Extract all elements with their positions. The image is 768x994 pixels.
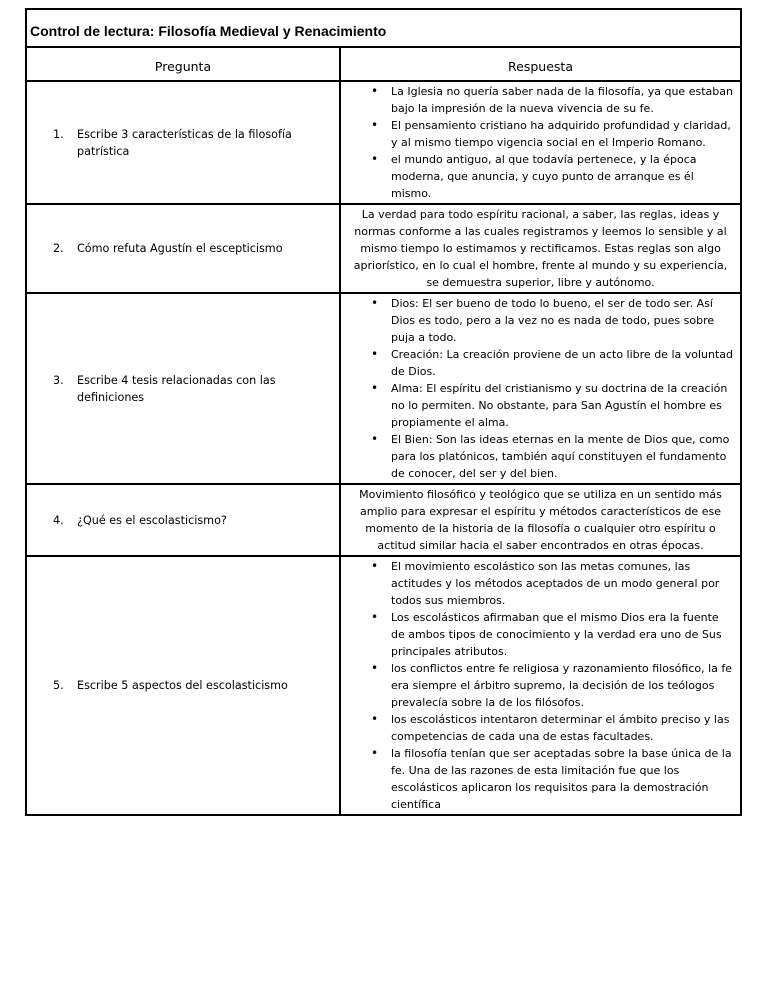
answer-bullet: • la filosofía tenían que ser aceptadas sobre la base única de la fe. Una de las razones de esta limitación fue que los escolásticos aplicaron los requisitos para la demostración científica <box>367 745 734 813</box>
answer-bullet-list <box>343 558 738 813</box>
question-number: 5. <box>53 679 64 692</box>
table-row <box>26 293 741 484</box>
table-row <box>26 204 741 293</box>
document-title: Control de lectura: Filosofía Medieval y Renacimiento <box>26 9 741 47</box>
answer-bullet: • La Iglesia no quería saber nada de la filosofía, ya que estaban bajo la impresión de la nueva vivencia de su fe. <box>367 83 734 117</box>
question-number: 3. <box>53 373 64 387</box>
question-text: Escribe 3 características de la filosofía patrística <box>77 127 292 158</box>
question-text: Escribe 4 tesis relacionadas con las definiciones <box>77 373 276 404</box>
header-row <box>26 47 741 81</box>
answer-cell: La verdad para todo espíritu racional, a saber, las reglas, ideas y normas conforme a las cuales registramos y leemos lo sensible y al mismo tiempo lo estimamos y rectificamos. Estas reglas son algo apriorístico, en lo cual el hombre, frente al mundo y su experiencia, se demuestra superior, libre y autónomo. <box>340 204 741 293</box>
answer-cell <box>340 293 741 484</box>
answer-bullet-list <box>343 83 738 202</box>
answer-bullet: • Los escolásticos afirmaban que el mismo Dios era la fuente de ambos tipos de conocimiento y la verdad era uno de Sus principales atributos. <box>367 609 734 660</box>
reading-control-table <box>25 8 742 816</box>
question-cell <box>26 484 340 556</box>
title-row <box>26 9 741 47</box>
table-row <box>26 81 741 204</box>
column-header-answer: Respuesta <box>340 47 741 81</box>
question-number: 1. <box>53 127 64 141</box>
column-header-question: Pregunta <box>26 47 340 81</box>
answer-bullet-list <box>343 295 738 482</box>
question-cell <box>26 204 340 293</box>
table-row <box>26 484 741 556</box>
answer-bullet: • los conflictos entre fe religiosa y razonamiento filosófico, la fe era siempre el árbitro supremo, la decisión de los teólogos prevalecía sobre la de los filósofos. <box>367 660 734 711</box>
question-text: ¿Qué es el escolasticismo? <box>77 513 227 527</box>
question-text: Escribe 5 aspectos del escolasticismo <box>77 679 288 692</box>
answer-bullet: • Alma: El espíritu del cristianismo y su doctrina de la creación no lo permiten. No obstante, para San Agustín el hombre es propiamente el alma. <box>367 380 734 431</box>
question-text: Cómo refuta Agustín el escepticismo <box>77 242 283 255</box>
question-cell <box>26 81 340 204</box>
question-cell <box>26 293 340 484</box>
answer-bullet: • Dios: El ser bueno de todo lo bueno, el ser de todo ser. Así Dios es todo, pero a la vez no es nada de todo, pues sobre puja a todo. <box>367 295 734 346</box>
answer-bullet: • Creación: La creación proviene de un acto libre de la voluntad de Dios. <box>367 346 734 380</box>
answer-bullet: • El movimiento escolástico son las metas comunes, las actitudes y los métodos aceptados de un modo general por todos sus miembros. <box>367 558 734 609</box>
answer-cell: Movimiento filosófico y teológico que se utiliza en un sentido más amplio para expresar el espíritu y métodos característicos de ese momento de la historia de la filosofía o cualquier otro espíritu o actitud similar hacia el saber encontrados en otras épocas. <box>340 484 741 556</box>
answer-cell <box>340 556 741 815</box>
answer-bullet: • El pensamiento cristiano ha adquirido profundidad y claridad, y al mismo tiempo vigencia social en el Imperio Romano. <box>367 117 734 151</box>
answer-bullet: • los escolásticos intentaron determinar el ámbito preciso y las competencias de cada una de estas facultades. <box>367 711 734 745</box>
table-row <box>26 556 741 815</box>
question-cell <box>26 556 340 815</box>
answer-bullet: • el mundo antiguo, al que todavía pertenece, y la época moderna, que anuncia, y cuyo punto de arranque es él mismo. <box>367 151 734 202</box>
question-number: 2. <box>53 242 64 255</box>
question-number: 4. <box>53 513 64 527</box>
answer-bullet: • El Bien: Son las ideas eternas en la mente de Dios que, como para los platónicos, también aquí constituyen el fundamento de conocer, del ser y del bien. <box>367 431 734 482</box>
answer-cell <box>340 81 741 204</box>
